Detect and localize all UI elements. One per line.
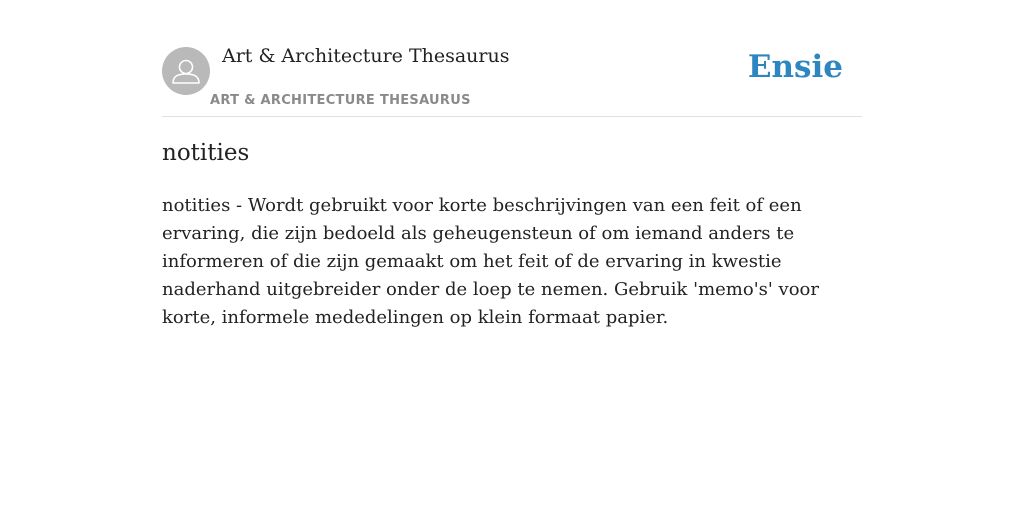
avatar[interactable] [162,47,210,95]
ensie-logo[interactable]: Ensie [747,49,843,85]
page-title: notities [162,140,250,166]
definition-text: notities - Wordt gebruikt voor korte beschrijvingen van een feit of een ervaring, die zijn bedoeld als geheugensteun of om iemand anders te informeren of die zijn gemaakt om het feit of de ervaring in kwestie naderhand uitgebreider onder de loep te nemen. Gebruik 'memo's' voor korte, informele mededelingen op klein formaat papier. [162,195,819,328]
source-title[interactable]: Art & Architecture Thesaurus [222,45,510,67]
entry-header [162,0,862,117]
page-container [162,0,862,328]
source-subtitle[interactable]: ART & ARCHITECTURE THESAURUS [210,93,471,108]
user-silhouette-icon [162,47,210,95]
